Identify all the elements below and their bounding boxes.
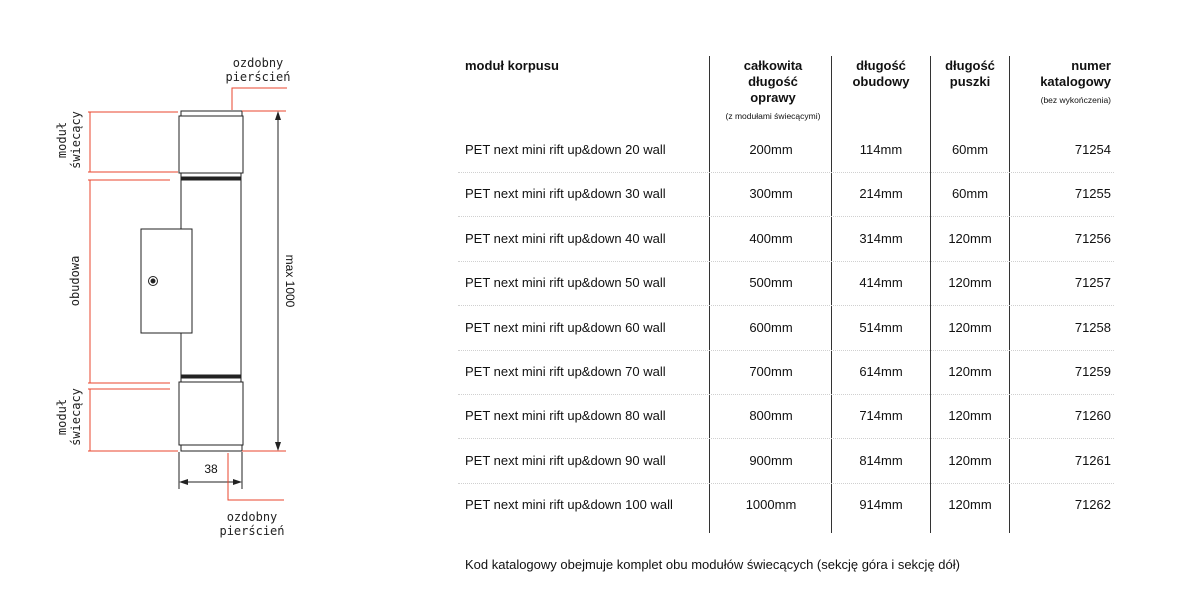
- cell-total-length: 900mm: [749, 452, 793, 468]
- module-bottom-label-line2: świecący: [69, 388, 83, 446]
- table-row: [458, 320, 1114, 364]
- footnote: Kod katalogowy obejmuje komplet obu modułów świecących (sekcję góra i sekcję dół): [465, 557, 960, 572]
- width-label: 38: [204, 462, 218, 476]
- cell-catalog-number: 71262: [1074, 497, 1111, 513]
- cell-housing-length: 614mm: [859, 364, 903, 379]
- cell-housing-length: 114mm: [859, 142, 903, 157]
- technical-drawing: [0, 0, 440, 600]
- table-row: [458, 231, 1114, 275]
- table-row: [458, 142, 1114, 186]
- cell-total-length: 500mm: [749, 275, 793, 291]
- row-separator: [458, 305, 1114, 306]
- cell-catalog-number: 71260: [1074, 408, 1111, 424]
- row-separator: [458, 172, 1114, 173]
- row-separator: [458, 394, 1114, 395]
- row-separator: [458, 350, 1114, 351]
- luminaire-body: [141, 111, 243, 451]
- ring-top-label-line2: pierścień: [225, 70, 291, 84]
- cell-catalog-number: 71259: [1074, 364, 1111, 379]
- cell-catalog-number: 71254: [1074, 142, 1111, 157]
- cell-module-name: PET next mini rift up&down 40 wall: [465, 230, 666, 246]
- height-dimension: [242, 111, 286, 451]
- cell-module-name: PET next mini rift up&down 80 wall: [465, 408, 666, 424]
- cell-housing-length: 714mm: [859, 408, 903, 424]
- table-row: [458, 275, 1114, 319]
- header-catalog-number: numer katalogowy (bez wykończenia): [1040, 58, 1111, 105]
- table-row: [458, 453, 1114, 497]
- cell-box-length: 120mm: [948, 497, 992, 513]
- table-row: [458, 408, 1114, 452]
- header-housing-length: długość obudowy: [852, 58, 910, 89]
- table-row: [458, 186, 1114, 230]
- cell-module-name: PET next mini rift up&down 20 wall: [465, 142, 666, 157]
- ring-top-label-line1: ozdobny: [232, 56, 284, 70]
- cell-module-name: PET next mini rift up&down 70 wall: [465, 364, 666, 379]
- bottom-light-module: [179, 382, 243, 445]
- header-module: moduł korpusu: [465, 58, 559, 73]
- cell-box-length: 120mm: [948, 275, 992, 291]
- cell-catalog-number: 71255: [1074, 186, 1111, 202]
- cell-total-length: 800mm: [749, 408, 793, 424]
- cell-total-length: 400mm: [749, 230, 793, 246]
- cell-module-name: PET next mini rift up&down 30 wall: [465, 186, 666, 202]
- max-height-label: max 1000: [283, 254, 297, 308]
- ring-bottom-label-line2: pierścień: [219, 524, 285, 538]
- cell-housing-length: 214mm: [859, 186, 903, 202]
- cell-housing-length: 514mm: [859, 319, 903, 335]
- cell-module-name: PET next mini rift up&down 100 wall: [465, 497, 673, 513]
- cell-catalog-number: 71257: [1074, 275, 1111, 291]
- table-row: [458, 364, 1114, 408]
- ring-bottom-label-line1: ozdobny: [226, 510, 278, 524]
- cell-total-length: 1000mm: [745, 497, 797, 513]
- module-bottom-label-line1: moduł: [55, 398, 69, 436]
- cell-total-length: 300mm: [749, 186, 793, 202]
- cell-catalog-number: 71261: [1074, 452, 1111, 468]
- cell-total-length: 700mm: [749, 364, 793, 379]
- top-ring: [181, 111, 242, 116]
- cell-box-length: 120mm: [948, 364, 992, 379]
- header-total-length: całkowita długość oprawy (z modułami świecącymi): [725, 58, 821, 121]
- cell-box-length: 60mm: [951, 142, 989, 157]
- screw-inner: [151, 279, 155, 283]
- cell-box-length: 60mm: [951, 186, 989, 202]
- bottom-joint: [181, 378, 241, 382]
- cell-module-name: PET next mini rift up&down 50 wall: [465, 275, 666, 291]
- cell-total-length: 200mm: [749, 142, 793, 157]
- cell-catalog-number: 71256: [1074, 230, 1111, 246]
- cell-housing-length: 414mm: [859, 275, 903, 291]
- cell-housing-length: 814mm: [859, 452, 903, 468]
- row-separator: [458, 216, 1114, 217]
- bottom-ring: [181, 445, 242, 451]
- cell-catalog-number: 71258: [1074, 319, 1111, 335]
- cell-box-length: 120mm: [948, 319, 992, 335]
- cell-module-name: PET next mini rift up&down 60 wall: [465, 319, 666, 335]
- row-separator: [458, 483, 1114, 484]
- module-top-label-line2: świecący: [69, 111, 83, 169]
- header-box-length: długość puszki: [945, 58, 995, 89]
- cell-module-name: PET next mini rift up&down 90 wall: [465, 452, 666, 468]
- module-top-label-line1: moduł: [55, 121, 69, 159]
- top-joint: [181, 173, 241, 177]
- cell-box-length: 120mm: [948, 452, 992, 468]
- ring-top-leader: [232, 88, 287, 110]
- table-row: [458, 497, 1114, 541]
- cell-total-length: 600mm: [749, 319, 793, 335]
- housing-label: obudowa: [68, 255, 82, 307]
- cell-housing-length: 314mm: [859, 230, 903, 246]
- row-separator: [458, 438, 1114, 439]
- cell-box-length: 120mm: [948, 408, 992, 424]
- cell-box-length: 120mm: [948, 230, 992, 246]
- top-light-module: [179, 116, 243, 173]
- ring-bottom-leader: [228, 453, 284, 500]
- row-separator: [458, 261, 1114, 262]
- cell-housing-length: 914mm: [859, 497, 903, 513]
